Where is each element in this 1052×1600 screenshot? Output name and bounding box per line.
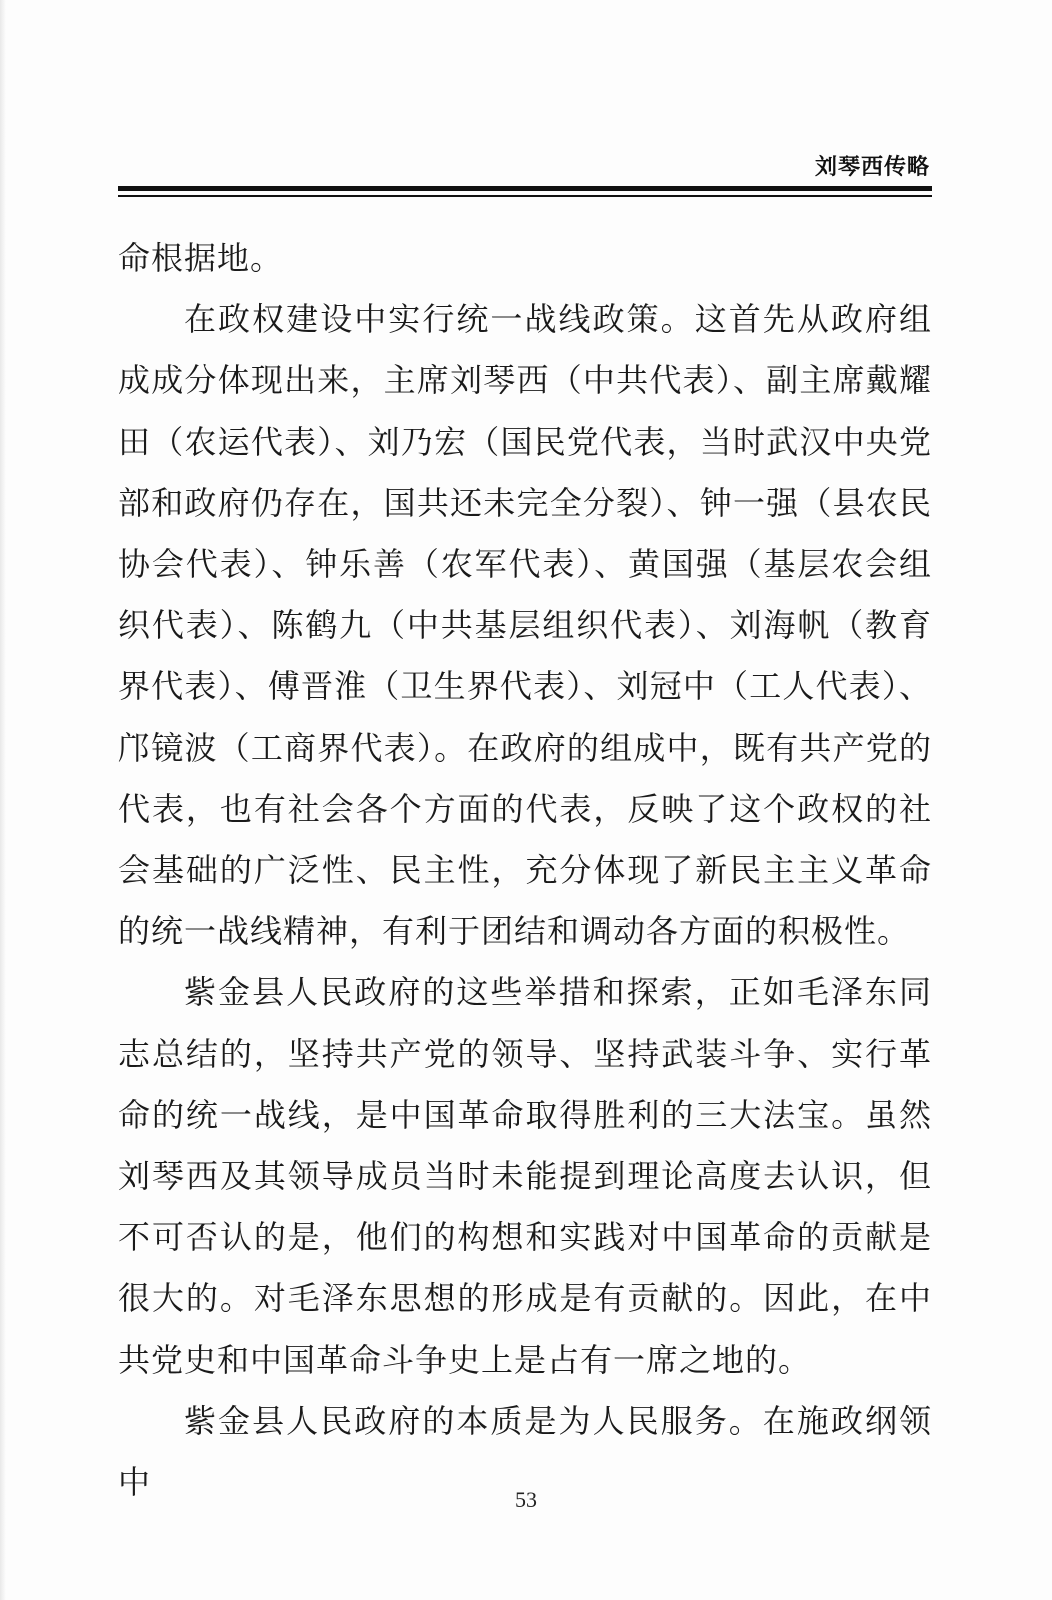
- scan-edge-shadow: [0, 0, 6, 1600]
- header-rule-thick: [118, 186, 932, 191]
- page-number: 53: [515, 1487, 537, 1512]
- paragraph: 紫金县人民政府的这些举措和探索，正如毛泽东同志总结的，坚持共产党的领导、坚持武装斗争、实行革命的统一战线，是中国革命取得胜利的三大法宝。虽然刘琴西及其领导成员当时未能提到理论高度去认识，但不可否认的是，他们的构想和实践对中国革命的贡献是很大的。对毛泽东思想的形成是有贡献的。因此，在中共党史和中国革命斗争史上是占有一席之地的。: [118, 973, 932, 1379]
- paragraph: 在政权建设中实行统一战线政策。这首先从政府组成成分体现出来，主席刘琴西（中共代表）、副主席戴耀田（农运代表）、刘乃宏（国民党代表，当时武汉中央党部和政府仍存在，国共还未完全分裂）、钟一强（县农民协会代表）、钟乐善（农军代表）、黄国强（基层农会组织代表）、陈鹤九（中共基层组织代表）、刘海帆（教育界代表）、傅晋淮（卫生界代表）、刘冠中（工人代表）、邝镜波（工商界代表）。在政府的组成中，既有共产党的代表，也有社会各个方面的代表，反映了这个政权的社会基础的广泛性、民主性，充分体现了新民主主义革命的统一战线精神，有利于团结和调动各方面的积极性。: [118, 300, 932, 951]
- paragraph: 紫金县人民政府的本质是为人民服务。在施政纲领中: [118, 1401, 932, 1502]
- header-rule-thin: [118, 195, 932, 197]
- paragraph: 命根据地。: [118, 239, 284, 277]
- running-header-title: 刘琴西传略: [814, 155, 930, 180]
- body-text: [118, 228, 932, 1513]
